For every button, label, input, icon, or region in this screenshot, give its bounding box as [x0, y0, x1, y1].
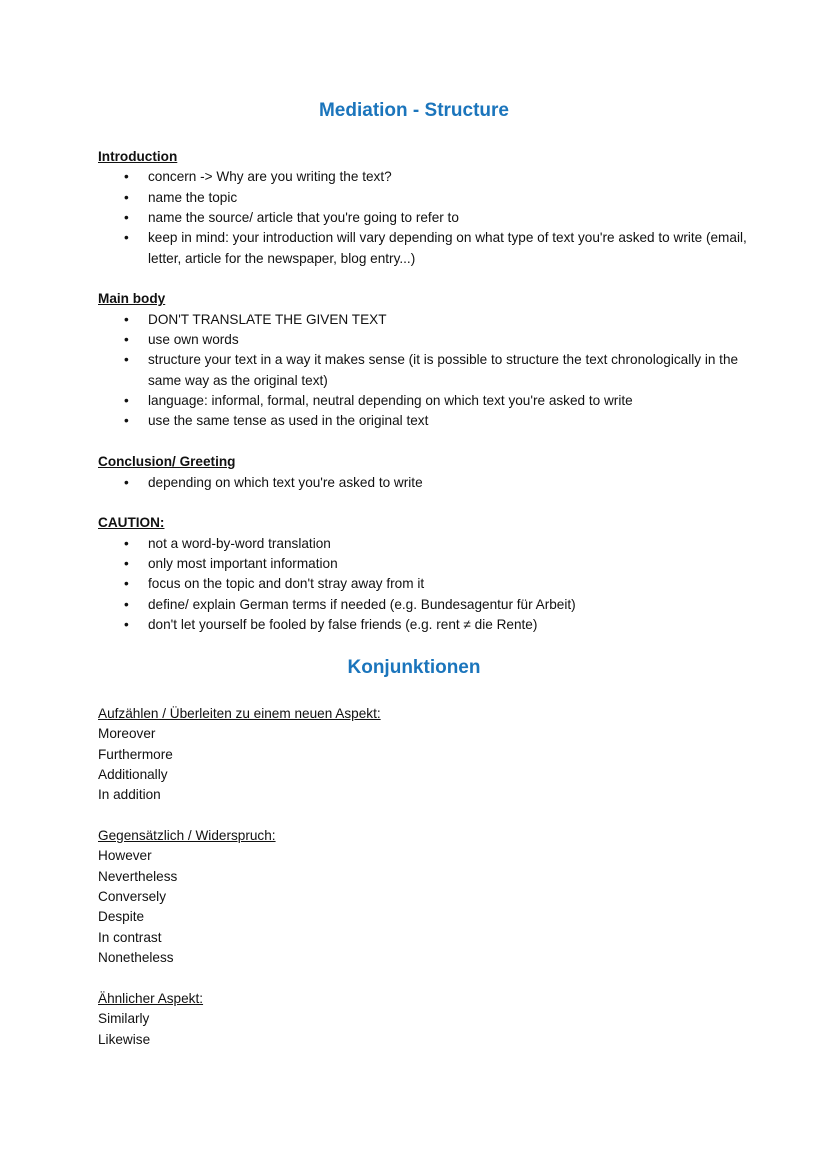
structure-sections — [98, 147, 748, 635]
list-item: • language: informal, formal, neutral depending on which text you're asked to write — [98, 391, 748, 411]
word: Additionally — [98, 767, 168, 783]
group-heading: Ähnlicher Aspekt: — [98, 990, 204, 1006]
list-item: • use the same tense as used in the original text — [98, 411, 748, 431]
page-title: Mediation - Structure — [318, 100, 509, 121]
list-item: • depending on which text you're asked to write — [98, 473, 748, 493]
section-heading: Introduction — [98, 149, 178, 164]
word: In contrast — [98, 929, 162, 945]
section-heading: CAUTION: — [98, 515, 165, 531]
konjunktionen-title: Konjunktionen — [347, 657, 481, 678]
group-aehnlicher-aspekt — [98, 989, 748, 1050]
word: Similarly — [98, 1011, 150, 1027]
group-aufzaehlen — [98, 704, 748, 826]
konjunktionen-groups — [98, 704, 748, 1050]
list-item: • name the source/ article that you're going to refer to — [98, 208, 748, 228]
list-item: • focus on the topic and don't stray away from it — [98, 574, 748, 594]
list-item: • use own words — [98, 330, 748, 350]
word: Moreover — [98, 726, 156, 742]
group-gegensaetzlich — [98, 826, 748, 989]
list-item: • don't let yourself be fooled by false friends (e.g. rent ≠ die Rente) — [98, 615, 748, 635]
section-heading: Conclusion/ Greeting — [98, 454, 236, 470]
section-caution — [98, 513, 748, 635]
word: Conversely — [98, 889, 166, 905]
word: Likewise — [98, 1031, 151, 1047]
section-introduction — [98, 147, 748, 289]
list-item: • DON'T TRANSLATE THE GIVEN TEXT — [98, 310, 748, 330]
section-heading: Main body — [98, 291, 166, 307]
list-item: • name the topic — [98, 188, 748, 208]
word: Despite — [98, 909, 145, 925]
word: However — [98, 848, 152, 864]
word: In addition — [98, 787, 161, 803]
list-item: • structure your text in a way it makes sense (it is possible to structure the text chronologically in the same way as the original text) — [98, 350, 748, 391]
word: Nonetheless — [98, 950, 174, 966]
word: Furthermore — [98, 746, 173, 762]
list-item: • define/ explain German terms if needed (e.g. Bundesagentur für Arbeit) — [98, 595, 748, 615]
list-item: • not a word-by-word translation — [98, 534, 748, 554]
word: Nevertheless — [98, 868, 178, 884]
list-item: • concern -> Why are you writing the text? — [98, 167, 748, 187]
section-main-body — [98, 289, 748, 452]
section-conclusion — [98, 452, 748, 513]
group-heading: Aufzählen / Überleiten zu einem neuen Aspekt: — [98, 706, 381, 721]
group-heading: Gegensätzlich / Widerspruch: — [98, 828, 276, 844]
list-item: • only most important information — [98, 554, 748, 574]
list-item: • keep in mind: your introduction will vary depending on what type of text you're asked to write (email, letter, article for the newspaper, blog entry...) — [98, 228, 748, 269]
